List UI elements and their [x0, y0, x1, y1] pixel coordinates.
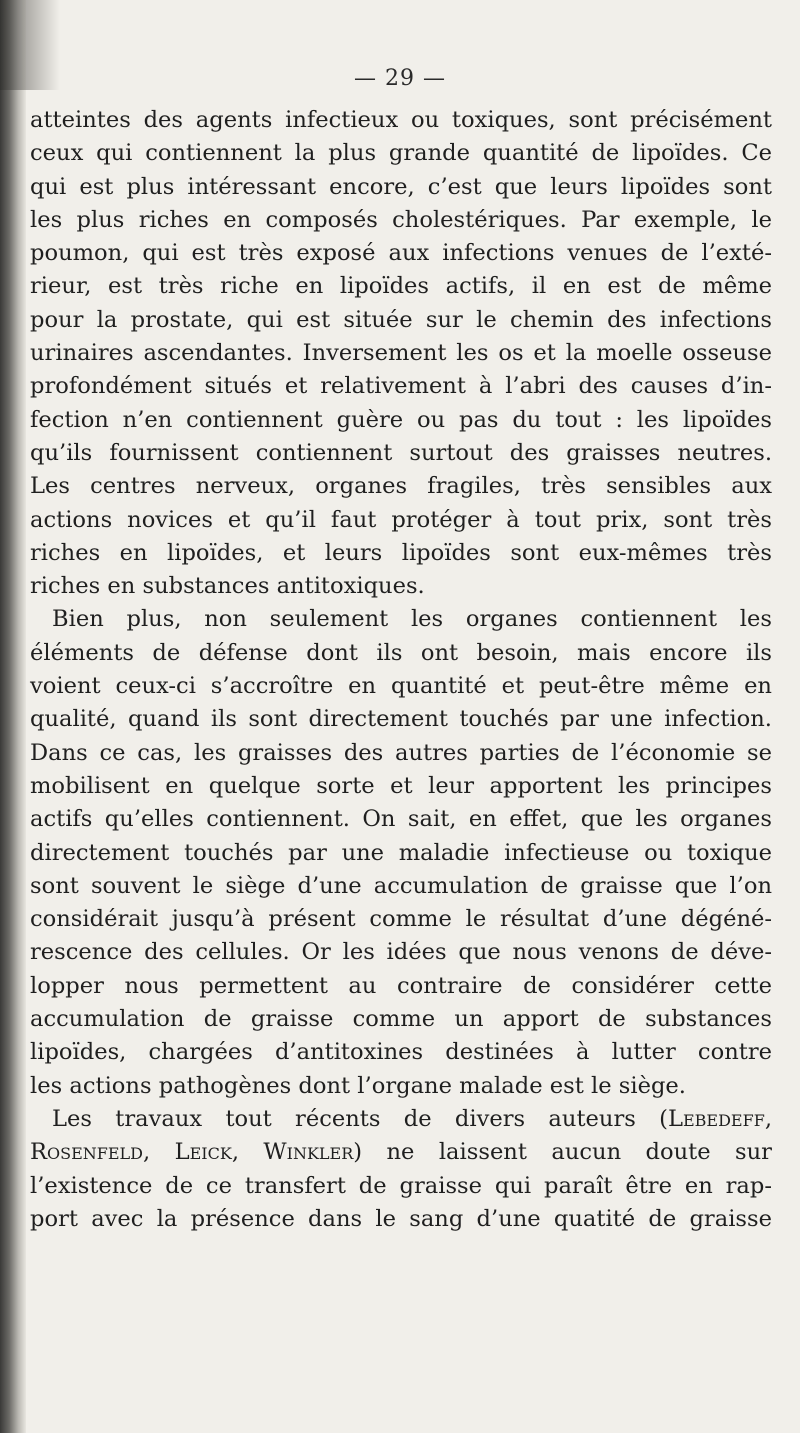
author-name: Winkler — [263, 1139, 354, 1166]
text-line: accumulation de graisse comme un apport de substances — [30, 1006, 772, 1033]
text-line: urinaires ascendantes. Inversement les os et la moelle osseuse — [30, 340, 772, 367]
text-run: , — [764, 1105, 772, 1132]
text-line: rieur, est très riche en lipoïdes actifs, il en est de même — [30, 273, 772, 300]
text-line: Les centres nerveux, organes fragiles, très sensibles aux — [30, 473, 772, 500]
body-text — [30, 104, 772, 1236]
text-line: poumon, qui est très exposé aux infections venues de l’exté- — [30, 240, 772, 267]
text-line: riches en lipoïdes, et leurs lipoïdes sont eux-mêmes très — [30, 539, 772, 566]
text-line — [30, 1103, 772, 1136]
text-line: actions novices et qu’il faut protéger à tout prix, sont très — [30, 506, 772, 533]
text-line: riches en substances antitoxiques. — [30, 573, 425, 600]
text-line: atteintes des agents infectieux ou toxiques, sont précisément — [30, 107, 772, 133]
text-run: Les travaux tout récents de divers auteurs ( — [52, 1105, 668, 1132]
text-line: Dans ce cas, les graisses des autres parties de l’économie se — [30, 739, 772, 766]
text-line: ceux qui contiennent la plus grande quantité de lipoïdes. Ce — [30, 140, 772, 167]
author-name: Rosenfeld — [30, 1139, 144, 1166]
text-line: qualité, quand ils sont directement touchés par une infection. — [30, 706, 772, 733]
text-run: ) ne laissent aucun doute sur — [353, 1139, 772, 1166]
text-line: pour la prostate, qui est située sur le chemin des infections — [30, 306, 772, 333]
author-name: Lebedeff — [667, 1105, 765, 1132]
text-line: sont souvent le siège d’une accumulation de graisse que l’on — [30, 872, 772, 899]
text-line: considérait jusqu’à présent comme le résultat d’une dégéné- — [30, 906, 772, 933]
text-run: , — [231, 1139, 264, 1166]
text-line: mobilisent en quelque sorte et leur apportent les principes — [30, 772, 772, 799]
author-name: Leick — [174, 1139, 232, 1166]
text-line: port avec la présence dans le sang d’une quatité de graisse — [30, 1205, 772, 1232]
text-line: Bien plus, non seulement les organes contiennent les — [52, 606, 772, 633]
text-line: l’existence de ce transfert de graisse qui paraît être en rap- — [30, 1172, 772, 1199]
text-line: qu’ils fournissent contiennent surtout des graisses neutres. — [30, 439, 772, 466]
text-line: lipoïdes, chargées d’antitoxines destinées à lutter contre — [30, 1039, 772, 1066]
text-line — [30, 1136, 772, 1169]
book-binding-shadow — [0, 0, 26, 1433]
text-run: , — [143, 1139, 175, 1166]
text-line: lopper nous permettent au contraire de considérer cette — [30, 972, 772, 999]
text-line: éléments de défense dont ils ont besoin, mais encore ils — [30, 639, 772, 666]
text-line: les plus riches en composés cholestériques. Par exemple, le — [30, 206, 772, 233]
text-line: directement touchés par une maladie infectieuse ou toxique — [30, 839, 772, 866]
text-line: voient ceux-ci s’accroître en quantité et peut-être même en — [30, 673, 772, 700]
text-line: actifs qu’elles contiennent. On sait, en effet, que les organes — [30, 806, 772, 833]
text-line: qui est plus intéressant encore, c’est que leurs lipoïdes sont — [30, 173, 772, 200]
text-line: rescence des cellules. Or les idées que nous venons de déve- — [30, 939, 772, 966]
page-number: — 29 — — [354, 66, 446, 91]
text-line: fection n’en contiennent guère ou pas du tout : les lipoïdes — [30, 406, 772, 433]
text-line: profondément situés et relativement à l’abri des causes d’in- — [30, 373, 772, 400]
text-line: les actions pathogènes dont l’organe malade est le siège. — [30, 1072, 686, 1099]
